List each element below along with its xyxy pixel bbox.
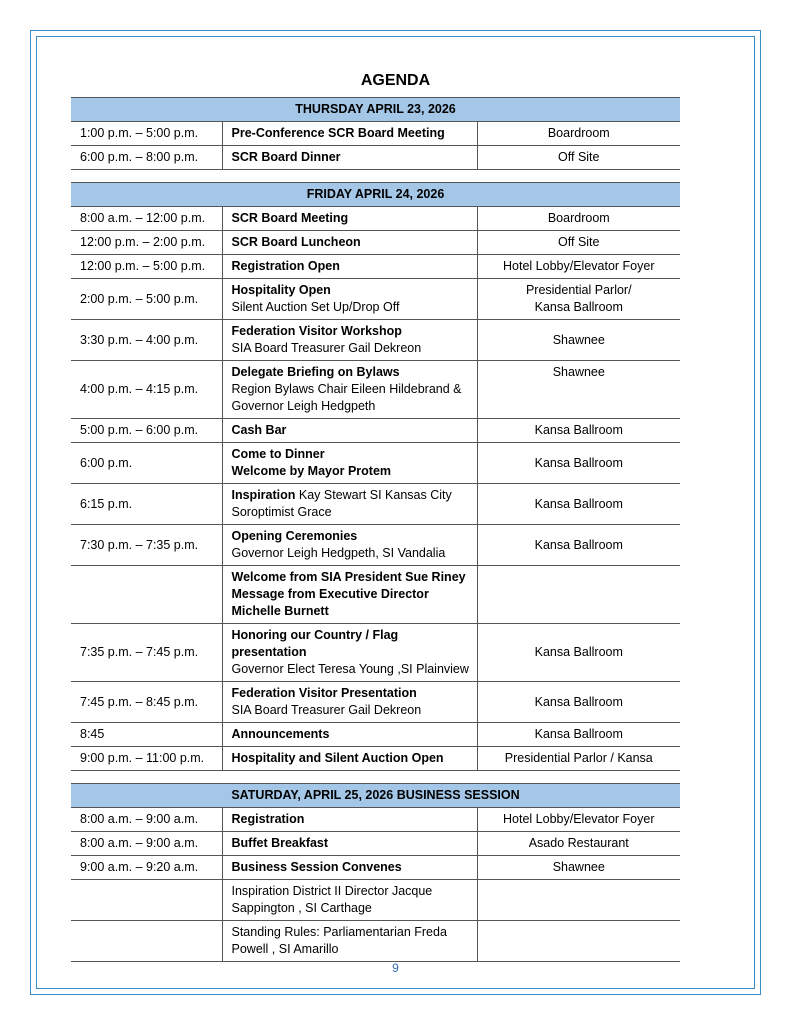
row-location (477, 566, 680, 624)
agenda-table-container (71, 97, 680, 962)
table-row (71, 207, 680, 231)
table-row (71, 747, 680, 771)
event-title: Michelle Burnett (231, 604, 329, 618)
row-location: Off Site (477, 231, 680, 255)
event-title: Registration (231, 812, 305, 826)
event-detail: Standing Rules: Parliamentarian Freda Powell , SI Amarillo (231, 925, 447, 956)
location-line: Presidential Parlor/ (525, 283, 632, 297)
row-location: Kansa Ballroom (477, 484, 680, 525)
row-location: Presidential Parlor / Kansa (477, 747, 680, 771)
row-location: Boardroom (477, 207, 680, 231)
row-event (222, 921, 477, 962)
row-location (477, 279, 680, 320)
row-event (222, 747, 477, 771)
location-line: Kansa Ballroom (534, 300, 623, 314)
row-location: Shawnee (477, 320, 680, 361)
row-location: Hotel Lobby/Elevator Foyer (477, 808, 680, 832)
event-title: Federation Visitor Workshop (231, 324, 402, 338)
event-title: Cash Bar (231, 423, 287, 437)
table-row (71, 856, 680, 880)
row-location: Kansa Ballroom (477, 624, 680, 682)
row-event (222, 682, 477, 723)
table-row (71, 122, 680, 146)
row-event (222, 624, 477, 682)
row-event (222, 279, 477, 320)
event-title: Federation Visitor Presentation (231, 686, 417, 700)
table-row (71, 361, 680, 419)
row-event (222, 484, 477, 525)
event-title: Announcements (231, 727, 330, 741)
row-time: 9:00 p.m. – 11:00 p.m. (71, 747, 222, 771)
event-detail: Silent Auction Set Up/Drop Off (231, 300, 400, 314)
table-row (71, 723, 680, 747)
table-row (71, 566, 680, 624)
event-title: Inspiration (231, 488, 296, 502)
event-title: Come to Dinner (231, 447, 325, 461)
row-event (222, 146, 477, 170)
row-time: 7:45 p.m. – 8:45 p.m. (71, 682, 222, 723)
row-event (222, 122, 477, 146)
row-location: Kansa Ballroom (477, 723, 680, 747)
event-title: Message from Executive Director (231, 587, 429, 601)
row-location: Boardroom (477, 122, 680, 146)
row-time: 8:00 a.m. – 9:00 a.m. (71, 832, 222, 856)
row-location: Shawnee (477, 361, 680, 419)
table-row (71, 419, 680, 443)
event-title: SCR Board Luncheon (231, 235, 361, 249)
event-title: Opening Ceremonies (231, 529, 358, 543)
table-row (71, 443, 680, 484)
event-title: Delegate Briefing on Bylaws (231, 365, 400, 379)
row-time: 12:00 p.m. – 5:00 p.m. (71, 255, 222, 279)
row-time: 1:00 p.m. – 5:00 p.m. (71, 122, 222, 146)
event-detail: Region Bylaws Chair Eileen Hildebrand & Governor Leigh Hedgpeth (231, 382, 462, 413)
row-time (71, 921, 222, 962)
row-location: Kansa Ballroom (477, 682, 680, 723)
row-event (222, 207, 477, 231)
row-event (222, 231, 477, 255)
table-row (71, 832, 680, 856)
event-detail: Kay Stewart SI Kansas City Soroptimist Grace (231, 488, 452, 519)
row-time: 8:00 a.m. – 9:00 a.m. (71, 808, 222, 832)
event-detail: Inspiration District II Director Jacque Sappington , SI Carthage (231, 884, 433, 915)
row-time: 5:00 p.m. – 6:00 p.m. (71, 419, 222, 443)
row-time: 2:00 p.m. – 5:00 p.m. (71, 279, 222, 320)
table-row (71, 525, 680, 566)
row-time: 12:00 p.m. – 2:00 p.m. (71, 231, 222, 255)
agenda-table (71, 97, 680, 170)
row-time: 6:15 p.m. (71, 484, 222, 525)
event-title: Honoring our Country / Flag presentation (231, 628, 399, 659)
row-event (222, 856, 477, 880)
row-time: 8:00 a.m. – 12:00 p.m. (71, 207, 222, 231)
table-row (71, 484, 680, 525)
section-header-friday (71, 183, 680, 207)
event-title: Welcome by Mayor Protem (231, 464, 392, 478)
row-time: 6:00 p.m. (71, 443, 222, 484)
row-event (222, 880, 477, 921)
event-detail: SIA Board Treasurer Gail Dekreon (231, 703, 422, 717)
row-event (222, 723, 477, 747)
event-title: Pre-Conference SCR Board Meeting (231, 126, 445, 140)
table-row (71, 921, 680, 962)
table-row (71, 231, 680, 255)
row-event (222, 443, 477, 484)
section-header-saturday (71, 784, 680, 808)
agenda-table-friday (71, 182, 680, 771)
table-row (71, 808, 680, 832)
row-event (222, 525, 477, 566)
row-location: Hotel Lobby/Elevator Foyer (477, 255, 680, 279)
row-location: Kansa Ballroom (477, 419, 680, 443)
table-row (71, 320, 680, 361)
row-event (222, 255, 477, 279)
row-time (71, 880, 222, 921)
row-time: 3:30 p.m. – 4:00 p.m. (71, 320, 222, 361)
table-row (71, 146, 680, 170)
event-detail: Governor Leigh Hedgpeth, SI Vandalia (231, 546, 446, 560)
row-time (71, 566, 222, 624)
row-time: 4:00 p.m. – 4:15 p.m. (71, 361, 222, 419)
page-number: 9 (392, 961, 399, 975)
row-time: 7:35 p.m. – 7:45 p.m. (71, 624, 222, 682)
section-header-label: FRIDAY APRIL 24, 2026 (71, 183, 680, 207)
table-row (71, 880, 680, 921)
event-title: Hospitality and Silent Auction Open (231, 751, 444, 765)
row-event (222, 320, 477, 361)
row-location: Off Site (477, 146, 680, 170)
row-location: Shawnee (477, 856, 680, 880)
row-event (222, 419, 477, 443)
event-title: Registration Open (231, 259, 340, 273)
row-time: 8:45 (71, 723, 222, 747)
row-location (477, 880, 680, 921)
row-location: Kansa Ballroom (477, 443, 680, 484)
section-header-thursday (71, 98, 680, 122)
event-title: Buffet Breakfast (231, 836, 329, 850)
row-time: 9:00 a.m. – 9:20 a.m. (71, 856, 222, 880)
section-header-label: THURSDAY APRIL 23, 2026 (71, 98, 680, 122)
event-title: Business Session Convenes (231, 860, 402, 874)
table-row (71, 279, 680, 320)
row-event (222, 361, 477, 419)
row-event (222, 566, 477, 624)
event-detail: Governor Elect Teresa Young ,SI Plainview (231, 662, 469, 676)
page-title: AGENDA (360, 72, 431, 89)
row-time: 7:30 p.m. – 7:35 p.m. (71, 525, 222, 566)
event-title: SCR Board Dinner (231, 150, 341, 164)
row-event (222, 832, 477, 856)
row-event (222, 808, 477, 832)
table-row (71, 255, 680, 279)
event-title: SCR Board Meeting (231, 211, 349, 225)
event-title: Welcome from SIA President Sue Riney (231, 570, 466, 584)
table-row (71, 682, 680, 723)
row-location (477, 921, 680, 962)
row-time: 6:00 p.m. – 8:00 p.m. (71, 146, 222, 170)
section-header-label: SATURDAY, APRIL 25, 2026 BUSINESS SESSION (71, 784, 680, 808)
table-row (71, 624, 680, 682)
event-detail: SIA Board Treasurer Gail Dekreon (231, 341, 422, 355)
agenda-table-saturday (71, 783, 680, 962)
row-location: Asado Restaurant (477, 832, 680, 856)
event-title: Hospitality Open (231, 283, 331, 297)
row-location: Kansa Ballroom (477, 525, 680, 566)
